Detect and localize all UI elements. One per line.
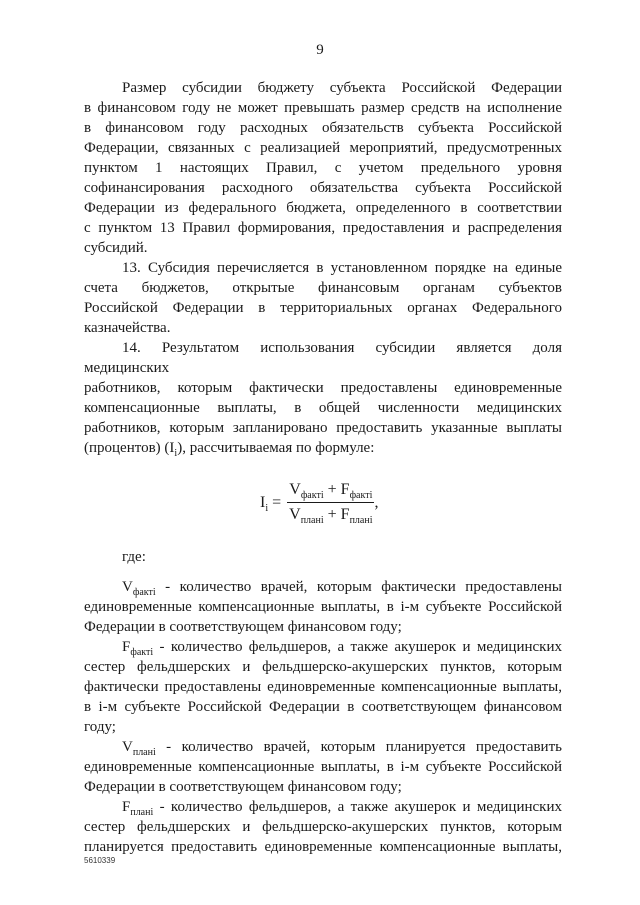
text-line: году; bbox=[84, 719, 116, 735]
text-line: работников, которым запланировано предоставить указанные выплаты bbox=[84, 420, 562, 436]
text-line: Федерации, связанных с реализацией мероприятий, предусмотренных bbox=[84, 140, 562, 156]
formula-numerator: $V_{фактi} + F_{фактi}$ bbox=[289, 481, 373, 502]
text-line: Федерации в соответствующем финансовом году; bbox=[84, 779, 402, 795]
text-line: пунктом 1 настоящих Правил, с учетом предельного уровня bbox=[84, 160, 562, 176]
page-number: 9 bbox=[316, 42, 324, 58]
text-line: софинансирования расходного обязательства субъекта Российской bbox=[84, 180, 562, 196]
text-line: (процентов) $(I_i)$, рассчитываемая по формуле: bbox=[84, 440, 375, 459]
formula-comma: , bbox=[374, 493, 379, 511]
definition-v-plan bbox=[84, 737, 562, 797]
text-line: в финансовом году не может превышать размер средств на исполнение bbox=[84, 100, 562, 116]
text-line: Размер субсидии бюджету субъекта Российской Федерации bbox=[122, 80, 562, 96]
text-line: 14. Результатом использования субсидии является доля медицинских bbox=[84, 340, 562, 376]
text-line: счета бюджетов, открытые финансовым органам субъектов bbox=[84, 280, 562, 296]
document-code: 5610339 bbox=[84, 856, 116, 865]
text-line: в финансовом году расходных обязательств субъекта Российской bbox=[84, 120, 562, 136]
text-line: $F_{фактi}$ - количество фельдшеров, а также акушерок и медицинских bbox=[122, 639, 562, 658]
text-line: в i-м субъекте Российской Федерации в соответствующем финансовом bbox=[84, 699, 562, 715]
text-line: планируется предоставить единовременные компенсационные выплаты, bbox=[84, 839, 562, 855]
text-line: казначейства. bbox=[84, 320, 171, 336]
text-line: сестер фельдшерских и фельдшерско-акушерских пунктов, которым bbox=[84, 819, 562, 835]
formula bbox=[260, 480, 562, 525]
text-line: работников, которым фактически предоставлены единовременные bbox=[84, 380, 562, 396]
text-line: $V_{планi}$ - количество врачей, которым планируется предоставить bbox=[122, 739, 562, 758]
text-line: единовременные компенсационные выплаты, в i-м субъекте Российской bbox=[84, 759, 562, 775]
formula-fraction bbox=[287, 480, 374, 525]
text-line: $F_{планi}$ - количество фельдшеров, а также акушерок и медицинских bbox=[122, 799, 562, 818]
text-line: $V_{фактi}$ - количество врачей, которым фактически предоставлены bbox=[122, 579, 562, 598]
text-line: сестер фельдшерских и фельдшерско-акушерских пунктов, которым bbox=[84, 659, 562, 675]
text-line: Федерации в соответствующем финансовом году; bbox=[84, 619, 402, 635]
definition-v-fact bbox=[84, 577, 562, 637]
paragraph-subsidy-size bbox=[84, 78, 562, 258]
text-line: единовременные компенсационные выплаты, в i-м субъекте Российской bbox=[84, 599, 562, 615]
definition-f-fact bbox=[84, 637, 562, 737]
paragraph-13 bbox=[84, 258, 562, 338]
text-line: 13. Субсидия перечисляется в установленном порядке на единые bbox=[122, 260, 562, 276]
definition-f-plan bbox=[84, 797, 562, 857]
formula-equals: = bbox=[272, 493, 282, 511]
text-line: фактически предоставлены единовременные компенсационные выплаты, bbox=[84, 679, 562, 695]
paragraph-14 bbox=[84, 338, 562, 458]
formula-lhs: $I_i$ bbox=[260, 493, 269, 514]
text-line: Российской Федерации в территориальных органах Федерального bbox=[84, 300, 562, 316]
document-body bbox=[84, 78, 562, 857]
text-line: Федерации из федерального бюджета, определенного в соответствии bbox=[84, 200, 562, 216]
text-line: компенсационные выплаты, в общей численности медицинских bbox=[84, 400, 562, 416]
formula-denominator: $V_{планi} + F_{планi}$ bbox=[289, 506, 373, 527]
text-line: с пунктом 13 Правил формирования, предоставления и распределения bbox=[84, 220, 562, 236]
where-label: где: bbox=[122, 549, 146, 565]
text-line: субсидий. bbox=[84, 240, 148, 256]
